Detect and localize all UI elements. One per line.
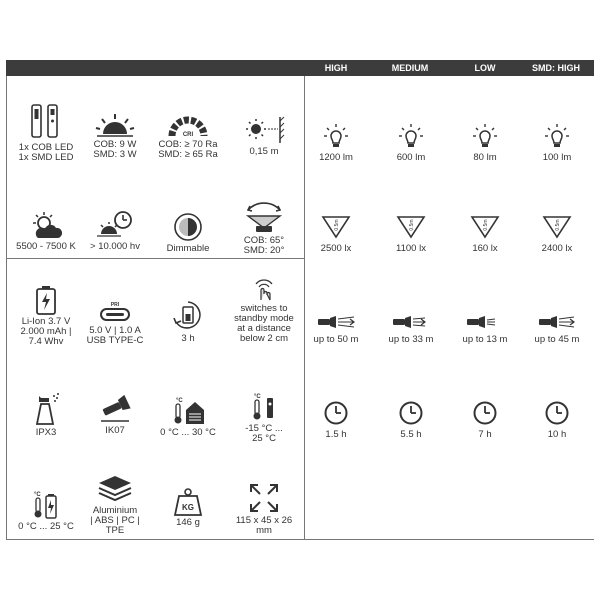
charging-temp-label: 0 °C ... 25 °C <box>18 521 74 532</box>
spec-ip-rating <box>9 392 83 438</box>
temp-icon-unit: °C <box>34 492 41 498</box>
lux-icon-text: 0.5m <box>409 219 415 231</box>
cri-gauge-icon <box>168 116 208 138</box>
lumens-medium <box>376 124 446 163</box>
cri-icon-text: CRI <box>182 132 194 138</box>
spec-storage-temp <box>227 392 301 444</box>
bulb-icon <box>398 124 424 148</box>
col-head-high: HIGH <box>324 63 348 73</box>
lumens-value: 100 lm <box>542 152 572 163</box>
spec-min-distance <box>227 117 301 157</box>
lux-cone-icon <box>396 215 426 239</box>
lumens-high <box>301 124 371 163</box>
lux-icon-text: 0.5m <box>483 219 489 231</box>
sunrise-clock-icon <box>95 210 135 240</box>
lumens-value: 600 lm <box>396 152 426 163</box>
lux-icon-text: 0.5m <box>334 219 340 231</box>
runtime-value: 10 h <box>547 429 567 440</box>
spec-standby <box>227 278 301 344</box>
dimensions-label: 115 x 45 x 26 mm <box>235 515 293 536</box>
usb-c-icon <box>95 300 135 324</box>
runtime-value: 7 h <box>478 429 492 440</box>
temp-icon-unit: °C <box>176 398 183 404</box>
charge-time-label: 3 h <box>181 333 195 344</box>
dimensions-arrows-icon <box>248 482 280 514</box>
runtime-smd-high <box>522 401 592 440</box>
material-label: Aluminium | ABS | PC | TPE <box>90 505 140 536</box>
range-low <box>450 314 520 345</box>
led-torch-icon <box>26 103 66 141</box>
bulb-icon <box>472 124 498 148</box>
range-value: up to 13 m <box>462 334 508 345</box>
clock-icon <box>545 401 569 425</box>
spec-dimensions <box>227 482 301 536</box>
lumens-low <box>450 124 520 163</box>
clock-icon <box>473 401 497 425</box>
battery-icon <box>34 285 58 315</box>
sun-cloud-icon <box>28 212 64 240</box>
range-high <box>301 314 371 345</box>
lux-medium <box>376 215 446 254</box>
lumens-value: 1200 lm <box>319 152 353 163</box>
spec-charge-time <box>151 300 225 344</box>
lux-cone-icon <box>321 215 351 239</box>
beam-angle-label: COB: 65° SMD: 20° <box>243 235 285 256</box>
runtime-value: 5.5 h <box>400 429 422 440</box>
spec-ik-rating <box>78 396 152 436</box>
spec-led-type <box>9 103 83 163</box>
spec-operating-temp <box>151 394 225 438</box>
thermometer-battery-icon <box>31 490 61 520</box>
distance-sun-wall-icon <box>242 117 286 145</box>
range-value: up to 33 m <box>388 334 434 345</box>
spec-weight <box>151 488 225 528</box>
torch-beam-icon <box>465 314 505 330</box>
range-smd-high <box>522 314 592 345</box>
col-head-medium: MEDIUM <box>391 63 429 73</box>
weight-label: 146 g <box>176 517 200 528</box>
torch-beam-icon <box>537 314 577 330</box>
proximity-hand-icon <box>250 278 278 302</box>
range-medium <box>376 314 446 345</box>
weight-icon <box>173 488 203 516</box>
row-divider <box>6 258 304 259</box>
spray-bottle-icon <box>31 392 61 426</box>
lumens-value: 80 lm <box>473 152 497 163</box>
lux-cone-icon <box>542 215 572 239</box>
bulb-icon <box>323 124 349 148</box>
range-value: up to 50 m <box>313 334 359 345</box>
spec-power <box>78 114 152 160</box>
lux-value: 2400 lx <box>541 243 573 254</box>
min-distance-label: 0,15 m <box>249 146 279 157</box>
ip-rating-label: IPX3 <box>35 427 57 438</box>
weight-icon-text: KG <box>182 503 194 512</box>
range-value: up to 45 m <box>534 334 580 345</box>
bottom-border <box>6 539 594 540</box>
spec-cri <box>151 116 225 160</box>
temp-icon-unit: °C <box>254 394 261 400</box>
spec-lifetime <box>78 210 152 252</box>
charging-label: 5.0 V | 1.0 A USB TYPE-C <box>86 325 144 346</box>
spec-battery <box>9 285 83 347</box>
bulb-icon <box>544 124 570 148</box>
storage-temp-label: -15 °C ... 25 °C <box>245 423 283 444</box>
sunrise-power-icon <box>95 114 135 138</box>
material-layers-icon <box>97 474 133 504</box>
lux-icon-text: 0.5m <box>555 219 561 231</box>
impact-torch-icon <box>97 396 133 424</box>
clock-icon <box>399 401 423 425</box>
runtime-medium <box>376 401 446 440</box>
lux-cone-icon <box>470 215 500 239</box>
torch-beam-icon <box>316 314 356 330</box>
spec-charging <box>78 300 152 346</box>
cri-label: COB: ≥ 70 Ra SMD: ≥ 65 Ra <box>158 139 218 160</box>
runtime-low <box>450 401 520 440</box>
lux-high <box>301 215 371 254</box>
dimmable-label: Dimmable <box>166 243 210 254</box>
lumens-smd-high <box>522 124 592 163</box>
lux-low <box>450 215 520 254</box>
col-head-low: LOW <box>474 63 496 73</box>
ik-rating-label: IK07 <box>105 425 125 436</box>
col-head-smd-high: SMD: HIGH <box>532 63 580 73</box>
battery-label: Li-Ion 3.7 V 2.000 mAh | 7.4 Whv <box>20 316 72 347</box>
torch-beam-icon <box>391 314 431 330</box>
lux-value: 1100 lx <box>396 243 426 254</box>
dimmer-dial-icon <box>173 212 203 242</box>
charging-icon-text: PRI <box>110 302 120 308</box>
thermometer-torch-icon <box>249 392 279 422</box>
spec-charging-temp <box>9 490 83 532</box>
power-label: COB: 9 W SMD: 3 W <box>93 139 137 160</box>
color-temp-label: 5500 - 7500 K <box>16 241 76 252</box>
left-border <box>6 76 7 540</box>
charge-time-icon <box>173 300 203 332</box>
thermometer-house-icon <box>170 394 206 426</box>
spec-color-temp <box>9 212 83 252</box>
lux-value: 2500 lx <box>320 243 352 254</box>
operating-temp-label: 0 °C ... 30 °C <box>160 427 216 438</box>
clock-icon <box>324 401 348 425</box>
beam-angle-icon <box>242 202 286 234</box>
runtime-value: 1.5 h <box>325 429 347 440</box>
lifetime-label: > 10.000 hv <box>90 241 140 252</box>
standby-label: switches to standby mode at a distance below 2 cm <box>234 303 294 344</box>
spec-beam-angle <box>227 202 301 256</box>
runtime-high <box>301 401 371 440</box>
spec-dimmable <box>151 212 225 254</box>
spec-material <box>78 474 152 536</box>
led-type-label: 1x COB LED 1x SMD LED <box>18 142 74 163</box>
lux-value: 160 lx <box>472 243 498 254</box>
lux-smd-high <box>522 215 592 254</box>
